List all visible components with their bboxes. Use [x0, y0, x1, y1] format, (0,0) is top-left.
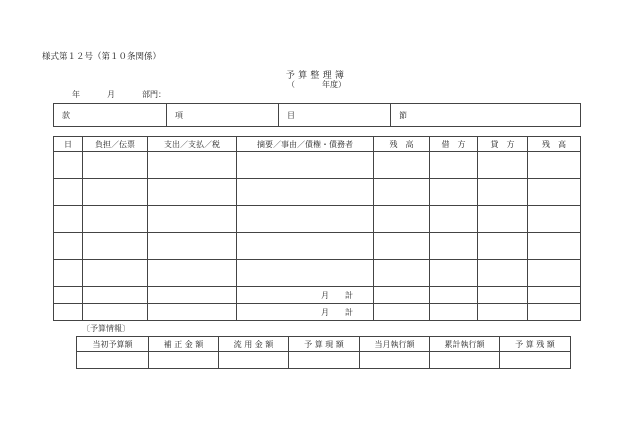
header-supplementary: 補 正 金 額	[149, 337, 219, 352]
cell[interactable]	[237, 233, 374, 260]
cell[interactable]	[374, 206, 430, 233]
cell[interactable]	[374, 260, 430, 287]
cell[interactable]	[237, 206, 374, 233]
cell[interactable]	[478, 206, 528, 233]
header-budget-remaining: 予 算 残 額	[500, 337, 571, 352]
cell[interactable]	[360, 352, 430, 369]
fiscal-year-open-paren: （	[287, 80, 295, 89]
header-cumulative-execution: 累計執行額	[430, 337, 500, 352]
cell[interactable]	[430, 352, 500, 369]
cell[interactable]	[478, 152, 528, 179]
budget-info-table	[76, 336, 571, 369]
table-row	[54, 206, 581, 233]
cell[interactable]	[500, 352, 571, 369]
cell[interactable]	[149, 352, 219, 369]
kou-field[interactable]: 項	[167, 104, 279, 127]
cell[interactable]	[374, 179, 430, 206]
cell[interactable]	[478, 287, 528, 304]
header-credit: 貸 方	[478, 137, 528, 152]
cell[interactable]	[528, 233, 581, 260]
header-payment: 支出／支払／税	[148, 137, 237, 152]
header-balance-1: 残 高	[374, 137, 430, 152]
cell[interactable]	[83, 233, 148, 260]
header-day: 日	[54, 137, 83, 152]
cell[interactable]	[374, 287, 430, 304]
cell[interactable]	[54, 260, 83, 287]
cell[interactable]	[289, 352, 360, 369]
cell[interactable]	[148, 304, 237, 321]
cell[interactable]	[430, 179, 478, 206]
cell[interactable]	[430, 233, 478, 260]
header-transfer: 流 用 金 額	[219, 337, 289, 352]
cell[interactable]	[478, 304, 528, 321]
table-row	[54, 179, 581, 206]
table-row	[54, 152, 581, 179]
cell[interactable]	[430, 287, 478, 304]
cell[interactable]	[528, 304, 581, 321]
cell[interactable]	[237, 179, 374, 206]
kan-field[interactable]: 款	[54, 104, 167, 127]
cell[interactable]	[528, 260, 581, 287]
table-row	[54, 260, 581, 287]
cell[interactable]	[54, 179, 83, 206]
budget-header-row	[77, 337, 571, 352]
cell[interactable]	[83, 206, 148, 233]
cell[interactable]	[430, 206, 478, 233]
table-row	[77, 352, 571, 369]
cell[interactable]	[528, 206, 581, 233]
header-current-budget: 予 算 現 額	[289, 337, 360, 352]
document-title: 予 算 整 理 簿	[285, 71, 345, 81]
fiscal-year-label: 年度）	[322, 80, 346, 89]
header-voucher: 負担／伝票	[83, 137, 148, 152]
cell[interactable]	[83, 304, 148, 321]
cell[interactable]	[430, 304, 478, 321]
cell[interactable]	[54, 304, 83, 321]
moku-field[interactable]: 目	[279, 104, 391, 127]
cell[interactable]	[54, 206, 83, 233]
cell[interactable]	[83, 287, 148, 304]
month-label: 月	[107, 90, 115, 99]
cell[interactable]	[83, 152, 148, 179]
monthly-total-row	[54, 287, 581, 304]
cumulative-total-row	[54, 304, 581, 321]
cell[interactable]	[430, 152, 478, 179]
cell[interactable]	[374, 233, 430, 260]
cell[interactable]	[528, 179, 581, 206]
cell[interactable]	[237, 152, 374, 179]
cell[interactable]	[374, 152, 430, 179]
cell[interactable]	[478, 233, 528, 260]
header-balance-2: 残 高	[528, 137, 581, 152]
cell[interactable]	[83, 179, 148, 206]
cell[interactable]	[148, 206, 237, 233]
setsu-field[interactable]: 節	[391, 104, 581, 127]
cell[interactable]	[237, 260, 374, 287]
cell[interactable]	[478, 179, 528, 206]
cell[interactable]	[148, 152, 237, 179]
header-debit: 借 方	[430, 137, 478, 152]
cell[interactable]	[374, 304, 430, 321]
budget-info-label: 〔予算情報〕	[82, 324, 130, 333]
cell[interactable]	[430, 260, 478, 287]
ledger-header-row	[54, 137, 581, 152]
header-initial-budget: 当初予算額	[77, 337, 149, 352]
cell[interactable]	[54, 233, 83, 260]
cell[interactable]	[148, 179, 237, 206]
header-monthly-execution: 当月執行額	[360, 337, 430, 352]
cell[interactable]	[528, 287, 581, 304]
cell[interactable]	[528, 152, 581, 179]
table-row	[54, 233, 581, 260]
header-description: 摘要／事由／債権・債務者	[237, 137, 374, 152]
cell[interactable]	[77, 352, 149, 369]
monthly-total-label: 月 計	[237, 287, 374, 304]
cell[interactable]	[54, 287, 83, 304]
department-label: 部門：	[142, 90, 166, 99]
year-label: 年	[72, 90, 80, 99]
cell[interactable]	[54, 152, 83, 179]
ledger-table	[53, 136, 581, 321]
cumulative-total-label: 月 計	[237, 304, 374, 321]
cell[interactable]	[148, 287, 237, 304]
cell[interactable]	[219, 352, 289, 369]
cell[interactable]	[83, 260, 148, 287]
form-number: 様式第１２号（第１０条関係）	[42, 52, 162, 62]
cell[interactable]	[148, 260, 237, 287]
budget-classification-table	[53, 103, 581, 127]
cell[interactable]	[478, 260, 528, 287]
cell[interactable]	[148, 233, 237, 260]
